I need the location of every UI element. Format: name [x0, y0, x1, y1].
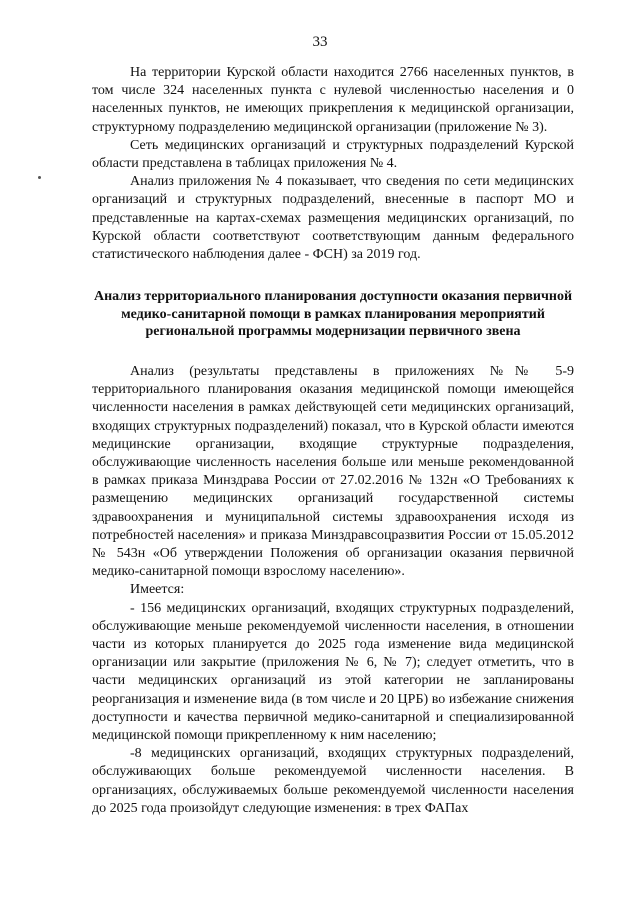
document-body [92, 64, 574, 818]
paragraph-analysis-appendix-4: Анализ приложения № 4 показывает, что сведения по сети медицинских организаций и структурных подразделений, внесенные в паспорт МО и представленные на картах-схемах размещения медицинских организаций, по Курской области соответствуют соответствующим данным федерального статистического наблюдения далее - ФСН) за 2019 год. [92, 174, 574, 263]
paragraph-available: Имеется: [130, 582, 185, 598]
section-heading: Анализ территориального планирования доступности оказания первичной медико-санитарной помощи в рамках планирования мероприятий региональной программы модернизации первичного звена [93, 289, 573, 340]
paragraph-network: Сеть медицинских организаций и структурных подразделений Курской области представлена в таблицах приложения № 4. [92, 137, 574, 172]
list-item-156-organizations: - 156 медицинских организаций, входящих структурных подразделений, обслуживающие меньше рекомендуемой численности населения, в отношении части из которых планируется до 2025 года изменение вида медицинской организации или закрытие (приложения № 6, № 7); следует отметить, что в части медицинских организаций из этой категории не запланированы реорганизация и изменение вида (в том числе и 20 ЦРБ) во избежание снижения доступности и качества первичной медико-санитарной и специализированной медицинской помощи прикрепленному к ним населению; [92, 600, 574, 744]
margin-mark [38, 176, 41, 179]
list-item-8-organizations: -8 медицинских организаций, входящих структурных подразделений, обслуживающих больше рекомендуемой численности населения. В организациях, обслуживаемых больше рекомендуемой численности населения до 2025 года произойдут следующие изменения: в трех ФАПах [92, 746, 574, 816]
paragraph-settlements: На территории Курской области находится 2766 населенных пунктов, в том числе 324 населенных пункта с нулевой численностью населения и 0 населенных пунктов, не имеющих прикрепления к медицинской организации, структурному подразделению медицинской организации (приложение № 3). [92, 65, 574, 135]
paragraph-analysis-appendices-5-9: Анализ (результаты представлены в приложениях №№ 5-9 территориального планирования оказания медицинской помощи имеющейся численности населения в рамках действующей сети медицинских организаций, входящих структурных подразделений) показал, что в Курской области имеются медицинские организации, входящие структурные подразделения, обслуживающие численность населения больше или меньше рекомендованной в рамках приказа Минздрава России от 27.02.2016 № 132н «О Требованиях к размещению медицинских организаций государственной системы здравоохранения и муниципальной системы здравоохранения исходя из потребностей населения» и приказа Минздравсоцразвития России от 15.05.2012 № 543н «Об утверждении Положения об организации оказания первичной медико-санитарной помощи взрослому населению». [92, 364, 574, 580]
page-number: 33 [312, 34, 328, 50]
